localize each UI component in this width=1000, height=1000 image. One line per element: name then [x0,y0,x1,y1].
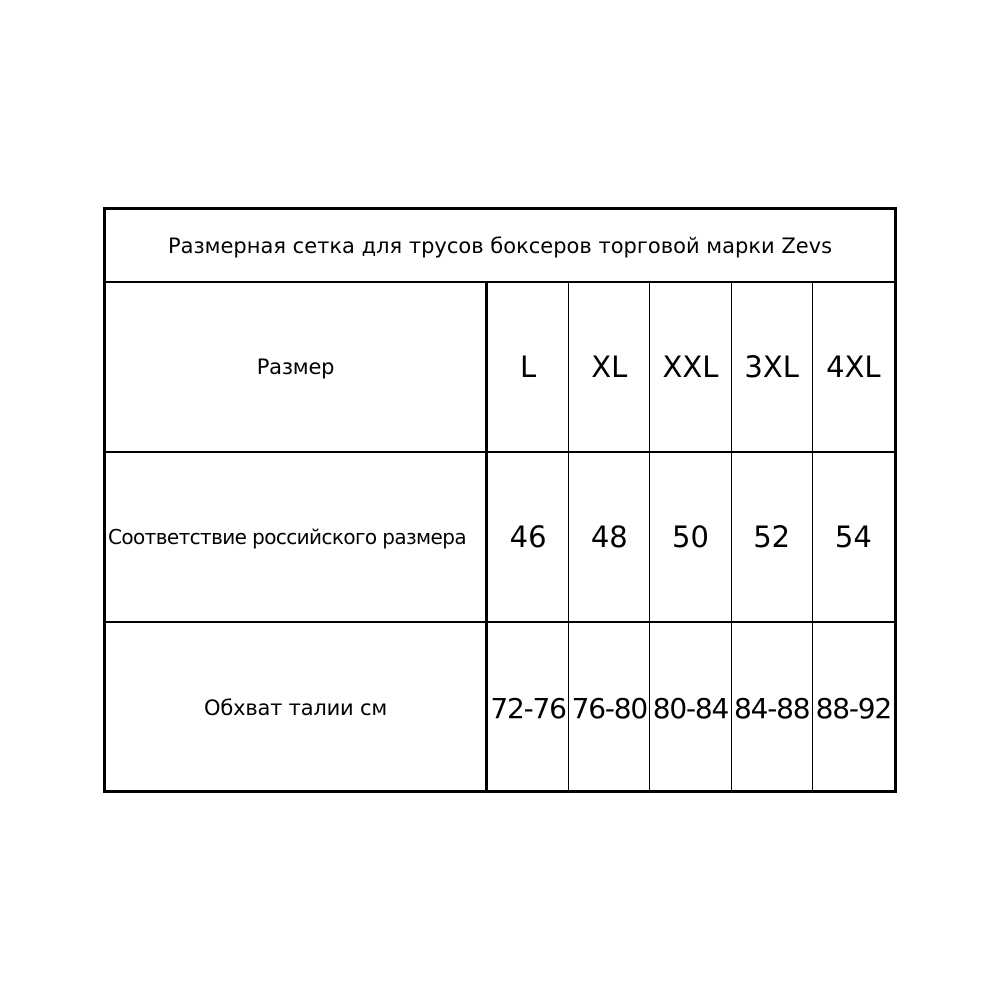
row-label-size: Размер [106,283,488,451]
cell-waist-3: 80-84 [650,623,731,793]
size-chart-table [103,207,897,793]
table-title: Размерная сетка для трусов боксеров торговой марки Zevs [106,210,894,283]
cell-waist-1: 72-76 [488,623,569,793]
cell-waist-2: 76-80 [569,623,650,793]
table-row-russian-size [106,453,894,623]
table-row-waist [106,623,894,793]
cell-russian-46: 46 [488,453,569,621]
cell-russian-50: 50 [650,453,731,621]
cell-waist-4: 84-88 [732,623,813,793]
row-label-russian-size: Соответствие российского размера [106,453,488,621]
table-row-size [106,283,894,453]
cell-size-3xl: 3XL [732,283,813,451]
cell-russian-54: 54 [834,520,872,554]
cell-size-4xl: 4XL [826,350,881,384]
cell-waist-5: 88-92 [815,691,892,725]
cell-size-l: L [488,283,569,451]
cell-size-xxl: XXL [650,283,731,451]
cell-size-xl: XL [569,283,650,451]
cell-russian-48: 48 [569,453,650,621]
cell-russian-52: 52 [732,453,813,621]
row-label-waist: Обхват талии см [106,623,488,793]
